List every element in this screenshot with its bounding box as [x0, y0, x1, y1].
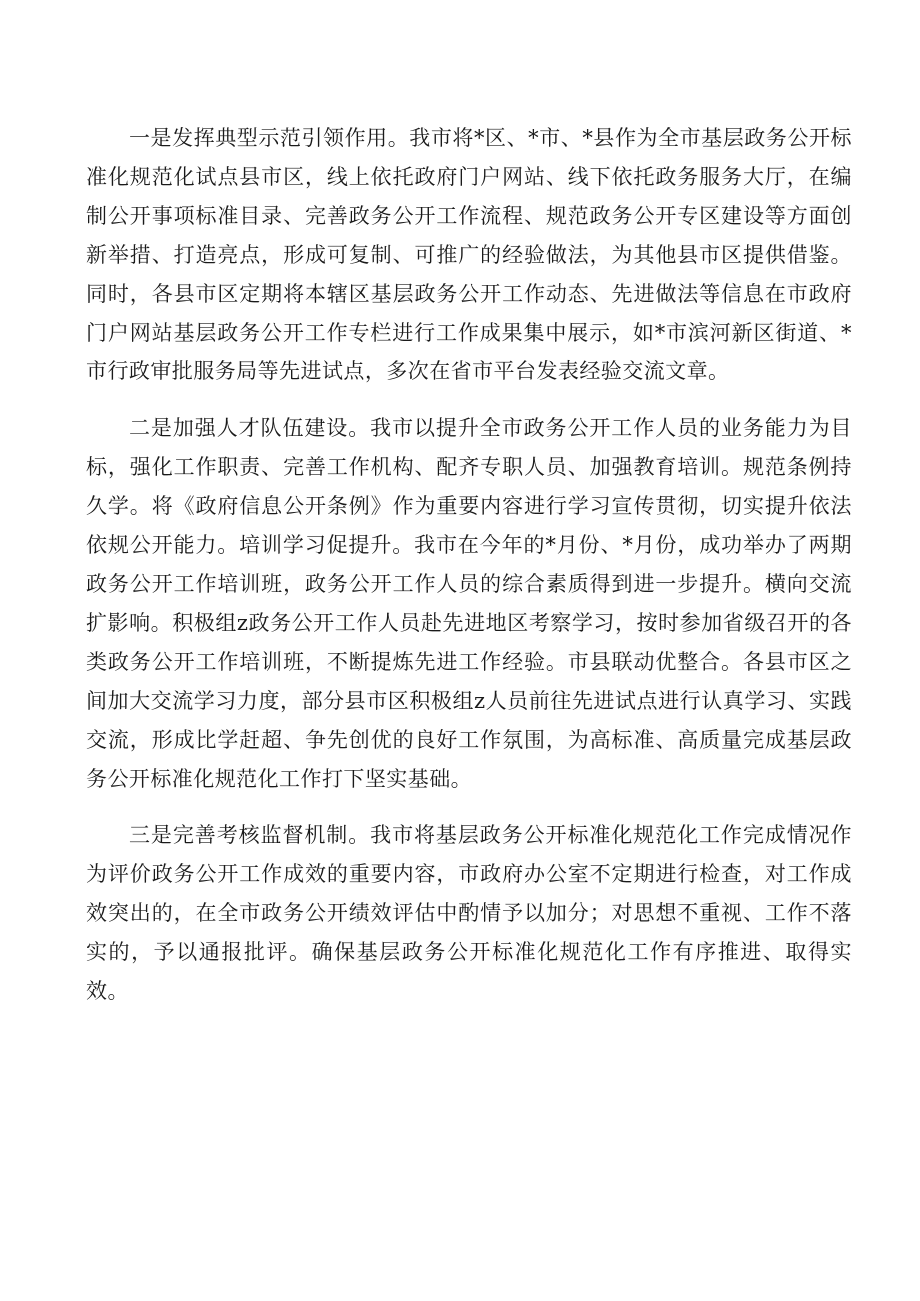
document-body [86, 119, 852, 1029]
paragraph-typical-demonstration: 一是发挥典型示范引领作用。我市将*区、*市、*县作为全市基层政务公开标准化规范化试点县市区，线上依托政府门户网站、线下依托政务服务大厅，在编制公开事项标准目录、完善政务公开工作流程、规范政务公开专区建设等方面创新举措、打造亮点，形成可复制、可推广的经验做法，为其他县市区提供借鉴。同时，各县市区定期将本辖区基层政务公开工作动态、先进做法等信息在市政府门户网站基层政务公开工作专栏进行工作成果集中展示，如*市滨河新区街道、*市行政审批服务局等先进试点，多次在省市平台发表经验交流文章。 [86, 126, 852, 384]
paragraph-assessment-supervision: 三是完善考核监督机制。我市将基层政务公开标准化规范化工作完成情况作为评价政务公开工作成效的重要内容，市政府办公室不定期进行检查，对工作成效突出的，在全市政务公开绩效评估中酌情予以加分；对思想不重视、工作不落实的，予以通报批评。确保基层政务公开标准化规范化工作有序推进、取得实效。 [86, 823, 852, 1004]
paragraph-talent-team: 二是加强人才队伍建设。我市以提升全市政务公开工作人员的业务能力为目标，强化工作职责、完善工作机构、配齐专职人员、加强教育培训。规范条例持久学。将《政府信息公开条例》作为重要内容进行学习宣传贯彻，切实提升依法依规公开能力。培训学习促提升。我市在今年的*月份、*月份，成功举办了两期政务公开工作培训班，政务公开工作人员的综合素质得到进一步提升。横向交流扩影响。积极组z政务公开工作人员赴先进地区考察学习，按时参加省级召开的各类政务公开工作培训班，不断提炼先进工作经验。市县联动优整合。各县市区之间加大交流学习力度，部分县市区积极组z人员前往先进试点进行认真学习、实践交流，形成比学赶超、争先创优的良好工作氛围，为高标准、高质量完成基层政务公开标准化规范化工作打下坚实基础。 [86, 416, 852, 791]
